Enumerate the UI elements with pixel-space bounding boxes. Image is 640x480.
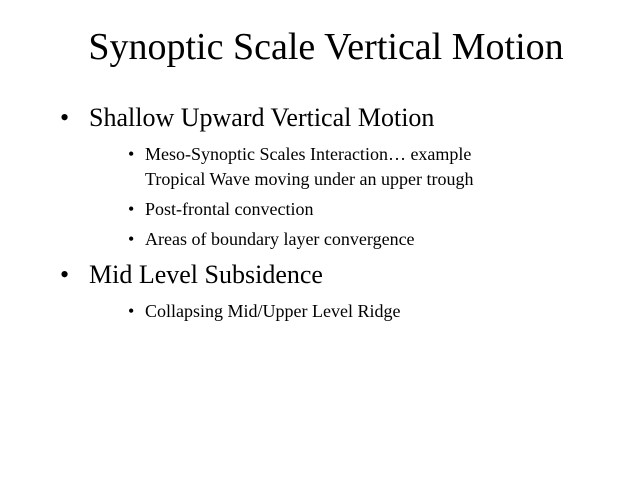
bullet-marker: • — [128, 199, 135, 219]
bullet-text: Shallow Upward Vertical Motion — [89, 103, 435, 132]
subbullet-text: Post-frontal convection — [145, 199, 314, 219]
slide-title: Synoptic Scale Vertical Motion — [88, 26, 564, 68]
bullet-marker: • — [128, 144, 135, 164]
bullet-marker: • — [60, 260, 70, 289]
bullet-marker: • — [128, 229, 135, 249]
subbullet-text-line1: Meso-Synoptic Scales Interaction… example — [145, 144, 472, 164]
bullet-marker: • — [60, 103, 70, 132]
subbullet-text: Areas of boundary layer convergence — [145, 229, 415, 249]
bullet-text: Mid Level Subsidence — [89, 260, 323, 289]
subbullet-text: Collapsing Mid/Upper Level Ridge — [145, 301, 401, 321]
bullet-marker: • — [128, 301, 135, 321]
subbullet-text-line2: Tropical Wave moving under an upper trough — [145, 169, 474, 189]
